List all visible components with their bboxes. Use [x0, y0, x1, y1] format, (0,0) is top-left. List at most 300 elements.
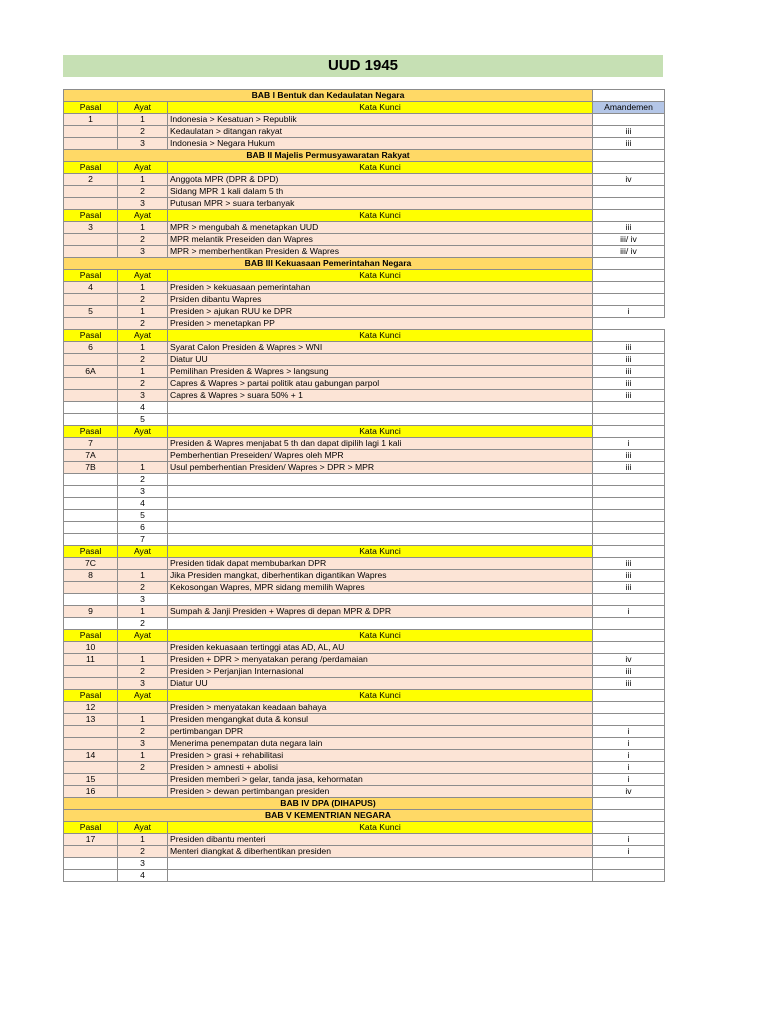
pasal-cell: 7B — [64, 462, 118, 474]
kata-kunci-header: Kata Kunci — [168, 822, 593, 834]
pasal-header: Pasal — [64, 630, 118, 642]
table-row — [64, 726, 665, 738]
ayat-cell: 1 — [118, 750, 168, 762]
ayat-cell: 5 — [118, 414, 168, 426]
amandemen-cell — [593, 186, 665, 198]
ayat-cell — [118, 438, 168, 450]
table-row — [64, 678, 665, 690]
ayat-cell: 5 — [118, 510, 168, 522]
kata-kunci-cell: Presiden > grasi + rehabilitasi — [168, 750, 593, 762]
amandemen-cell — [593, 210, 665, 222]
amandemen-cell: iv — [593, 786, 665, 798]
amandemen-cell — [593, 198, 665, 210]
table-row — [64, 294, 665, 306]
ayat-cell — [118, 786, 168, 798]
table-row — [64, 774, 665, 786]
table-row — [64, 858, 665, 870]
pasal-cell — [64, 498, 118, 510]
pasal-cell — [64, 138, 118, 150]
chapter-title: BAB III Kekuasaan Pemerintahan Negara — [64, 258, 593, 270]
amandemen-cell: iii — [593, 570, 665, 582]
kata-kunci-cell: Presiden kekuasaan tertinggi atas AD, AL, AU — [168, 642, 593, 654]
table-row — [64, 198, 665, 210]
kata-kunci-cell: Presiden dibantu menteri — [168, 834, 593, 846]
amandemen-cell — [593, 270, 665, 282]
kata-kunci-cell: MPR melantik Preseiden dan Wapres — [168, 234, 593, 246]
amandemen-cell: iii — [593, 666, 665, 678]
kata-kunci-cell: Presiden mengangkat duta & konsul — [168, 714, 593, 726]
amandemen-cell — [593, 858, 665, 870]
ayat-header: Ayat — [118, 102, 168, 114]
ayat-cell: 2 — [118, 378, 168, 390]
table-row — [64, 618, 665, 630]
amandemen-cell: i — [593, 726, 665, 738]
table-row — [64, 282, 665, 294]
amandemen-cell: iii — [593, 138, 665, 150]
chapter-title: BAB II Majelis Permusyawaratan Rakyat — [64, 150, 593, 162]
ayat-header: Ayat — [118, 690, 168, 702]
ayat-cell: 2 — [118, 726, 168, 738]
amandemen-cell — [593, 702, 665, 714]
pasal-cell — [64, 486, 118, 498]
kata-kunci-cell: Usul pemberhentian Presiden/ Wapres > DPR > MPR — [168, 462, 593, 474]
ayat-cell: 1 — [118, 570, 168, 582]
amandemen-cell — [593, 822, 665, 834]
pasal-cell: 5 — [64, 306, 118, 318]
amandemen-cell: iii/ iv — [593, 246, 665, 258]
table-row — [64, 390, 665, 402]
pasal-header: Pasal — [64, 546, 118, 558]
amandemen-cell — [593, 318, 665, 330]
table-row — [64, 762, 665, 774]
kata-kunci-cell: Presiden memberi > gelar, tanda jasa, kehormatan — [168, 774, 593, 786]
kata-kunci-cell — [168, 618, 593, 630]
ayat-cell: 2 — [118, 354, 168, 366]
pasal-cell — [64, 390, 118, 402]
pasal-cell: 1 — [64, 114, 118, 126]
ayat-cell: 2 — [118, 474, 168, 486]
ayat-header: Ayat — [118, 330, 168, 342]
kata-kunci-cell — [168, 414, 593, 426]
pasal-header: Pasal — [64, 426, 118, 438]
amandemen-cell — [593, 510, 665, 522]
ayat-cell — [118, 642, 168, 654]
ayat-cell — [118, 774, 168, 786]
amandemen-cell — [593, 294, 665, 306]
table-row — [64, 138, 665, 150]
kata-kunci-header: Kata Kunci — [168, 546, 593, 558]
amandemen-cell: i — [593, 774, 665, 786]
amandemen-cell: iii — [593, 342, 665, 354]
amandemen-cell: iv — [593, 654, 665, 666]
pasal-header: Pasal — [64, 330, 118, 342]
ayat-cell — [118, 558, 168, 570]
pasal-cell — [64, 318, 118, 330]
kata-kunci-cell: Presiden + DPR > menyatakan perang /perdamaian — [168, 654, 593, 666]
kata-kunci-cell — [168, 594, 593, 606]
kata-kunci-cell: Jika Presiden mangkat, diberhentikan digantikan Wapres — [168, 570, 593, 582]
amandemen-cell: i — [593, 834, 665, 846]
ayat-cell: 3 — [118, 246, 168, 258]
table-row — [64, 714, 665, 726]
table-row — [64, 870, 665, 882]
ayat-header: Ayat — [118, 270, 168, 282]
table-row — [64, 474, 665, 486]
table-row — [64, 438, 665, 450]
table-row — [64, 354, 665, 366]
pasal-header: Pasal — [64, 102, 118, 114]
table-row — [64, 402, 665, 414]
ayat-cell: 4 — [118, 870, 168, 882]
table-row — [64, 366, 665, 378]
table-row — [64, 642, 665, 654]
amandemen-cell: iii/ iv — [593, 234, 665, 246]
kata-kunci-cell — [168, 486, 593, 498]
table-row — [64, 222, 665, 234]
amandemen-cell: iii — [593, 126, 665, 138]
amandemen-cell — [593, 426, 665, 438]
pasal-cell — [64, 870, 118, 882]
pasal-cell — [64, 846, 118, 858]
kata-kunci-cell: Capres & Wapres > suara 50% + 1 — [168, 390, 593, 402]
ayat-cell: 1 — [118, 606, 168, 618]
uud-1945-table — [63, 89, 665, 882]
ayat-header: Ayat — [118, 210, 168, 222]
document-title: UUD 1945 — [63, 55, 663, 77]
kata-kunci-cell — [168, 534, 593, 546]
amandemen-cell: iii — [593, 222, 665, 234]
amandemen-cell — [593, 714, 665, 726]
amandemen-cell — [593, 114, 665, 126]
amandemen-cell — [593, 474, 665, 486]
kata-kunci-cell: Menerima penempatan duta negara lain — [168, 738, 593, 750]
table-row — [64, 834, 665, 846]
table-row — [64, 234, 665, 246]
column-header-row — [64, 102, 665, 114]
pasal-cell: 4 — [64, 282, 118, 294]
pasal-cell: 7 — [64, 438, 118, 450]
ayat-cell: 1 — [118, 174, 168, 186]
pasal-cell — [64, 582, 118, 594]
pasal-cell — [64, 762, 118, 774]
kata-kunci-cell: MPR > mengubah & menetapkan UUD — [168, 222, 593, 234]
kata-kunci-header: Kata Kunci — [168, 162, 593, 174]
amandemen-cell — [593, 618, 665, 630]
ayat-cell: 3 — [118, 198, 168, 210]
ayat-cell: 2 — [118, 294, 168, 306]
amandemen-cell: iii — [593, 390, 665, 402]
pasal-header: Pasal — [64, 270, 118, 282]
kata-kunci-cell: MPR > memberhentikan Presiden & Wapres — [168, 246, 593, 258]
pasal-cell — [64, 726, 118, 738]
amandemen-cell — [593, 798, 665, 810]
kata-kunci-header: Kata Kunci — [168, 210, 593, 222]
ayat-header: Ayat — [118, 546, 168, 558]
amandemen-cell — [593, 546, 665, 558]
pasal-cell — [64, 414, 118, 426]
pasal-header: Pasal — [64, 162, 118, 174]
chapter-title: BAB V KEMENTRIAN NEGARA — [64, 810, 593, 822]
kata-kunci-cell: Syarat Calon Presiden & Wapres > WNI — [168, 342, 593, 354]
pasal-cell: 11 — [64, 654, 118, 666]
pasal-header: Pasal — [64, 822, 118, 834]
ayat-cell: 3 — [118, 738, 168, 750]
table-row — [64, 606, 665, 618]
table-row — [64, 510, 665, 522]
table-row — [64, 114, 665, 126]
ayat-cell: 1 — [118, 306, 168, 318]
amandemen-cell: i — [593, 606, 665, 618]
ayat-cell: 2 — [118, 666, 168, 678]
ayat-cell: 4 — [118, 498, 168, 510]
column-header-row — [64, 690, 665, 702]
pasal-cell — [64, 738, 118, 750]
pasal-cell — [64, 666, 118, 678]
table-row — [64, 318, 665, 330]
amandemen-cell — [593, 534, 665, 546]
ayat-cell: 1 — [118, 654, 168, 666]
kata-kunci-cell: Pemberhentian Preseiden/ Wapres oleh MPR — [168, 450, 593, 462]
ayat-cell: 1 — [118, 282, 168, 294]
kata-kunci-cell: Diatur UU — [168, 354, 593, 366]
amandemen-cell: iii — [593, 678, 665, 690]
ayat-cell: 6 — [118, 522, 168, 534]
table-row — [64, 174, 665, 186]
kata-kunci-cell: Pemilihan Presiden & Wapres > langsung — [168, 366, 593, 378]
amandemen-cell — [593, 414, 665, 426]
pasal-cell: 17 — [64, 834, 118, 846]
kata-kunci-header: Kata Kunci — [168, 690, 593, 702]
kata-kunci-cell: Sidang MPR 1 kali dalam 5 th — [168, 186, 593, 198]
pasal-cell — [64, 378, 118, 390]
pasal-cell — [64, 294, 118, 306]
ayat-header: Ayat — [118, 426, 168, 438]
table-row — [64, 654, 665, 666]
table-row — [64, 486, 665, 498]
column-header-row — [64, 426, 665, 438]
kata-kunci-cell — [168, 522, 593, 534]
ayat-cell: 2 — [118, 582, 168, 594]
pasal-cell — [64, 402, 118, 414]
pasal-cell — [64, 594, 118, 606]
table-row — [64, 378, 665, 390]
pasal-cell — [64, 618, 118, 630]
amandemen-header: Amandemen — [593, 102, 665, 114]
ayat-header: Ayat — [118, 822, 168, 834]
pasal-cell — [64, 198, 118, 210]
kata-kunci-cell — [168, 858, 593, 870]
table-row — [64, 498, 665, 510]
pasal-cell: 7A — [64, 450, 118, 462]
table-row — [64, 570, 665, 582]
kata-kunci-cell: Presiden tidak dapat membubarkan DPR — [168, 558, 593, 570]
table-row — [64, 342, 665, 354]
pasal-cell — [64, 510, 118, 522]
amandemen-cell: i — [593, 762, 665, 774]
kata-kunci-cell: Presiden & Wapres menjabat 5 th dan dapat dipilih lagi 1 kali — [168, 438, 593, 450]
kata-kunci-header: Kata Kunci — [168, 102, 593, 114]
pasal-cell: 8 — [64, 570, 118, 582]
ayat-cell: 1 — [118, 222, 168, 234]
amandemen-cell: iii — [593, 582, 665, 594]
amandemen-cell: i — [593, 846, 665, 858]
kata-kunci-header: Kata Kunci — [168, 270, 593, 282]
amandemen-cell — [593, 690, 665, 702]
kata-kunci-cell — [168, 498, 593, 510]
column-header-row — [64, 270, 665, 282]
table-row — [64, 582, 665, 594]
ayat-cell: 2 — [118, 762, 168, 774]
pasal-cell — [64, 354, 118, 366]
pasal-cell — [64, 186, 118, 198]
kata-kunci-cell — [168, 510, 593, 522]
pasal-cell — [64, 522, 118, 534]
ayat-cell: 2 — [118, 234, 168, 246]
ayat-cell: 2 — [118, 846, 168, 858]
amandemen-cell — [593, 810, 665, 822]
amandemen-cell: iii — [593, 558, 665, 570]
table-row — [64, 534, 665, 546]
table-row — [64, 738, 665, 750]
pasal-cell — [64, 474, 118, 486]
ayat-header: Ayat — [118, 630, 168, 642]
pasal-cell: 13 — [64, 714, 118, 726]
kata-kunci-cell: Presiden > kekuasaan pemerintahan — [168, 282, 593, 294]
amandemen-cell: iii — [593, 354, 665, 366]
pasal-cell: 2 — [64, 174, 118, 186]
column-header-row — [64, 822, 665, 834]
pasal-cell: 16 — [64, 786, 118, 798]
kata-kunci-cell — [168, 474, 593, 486]
table-row — [64, 666, 665, 678]
kata-kunci-cell: Anggota MPR (DPR & DPD) — [168, 174, 593, 186]
amandemen-cell: iii — [593, 462, 665, 474]
table-row — [64, 462, 665, 474]
kata-kunci-cell: Presiden > menyatakan keadaan bahaya — [168, 702, 593, 714]
kata-kunci-cell: Presiden > amnesti + abolisi — [168, 762, 593, 774]
table-row — [64, 414, 665, 426]
kata-kunci-header: Kata Kunci — [168, 330, 593, 342]
column-header-row — [64, 162, 665, 174]
table-row — [64, 558, 665, 570]
kata-kunci-cell: Diatur UU — [168, 678, 593, 690]
column-header-row — [64, 546, 665, 558]
amandemen-cell — [593, 282, 665, 294]
kata-kunci-cell: Indonesia > Kesatuan > Republik — [168, 114, 593, 126]
kata-kunci-cell: Sumpah & Janji Presiden + Wapres di depan MPR & DPR — [168, 606, 593, 618]
pasal-cell: 15 — [64, 774, 118, 786]
kata-kunci-cell: Kedaulatan > ditangan rakyat — [168, 126, 593, 138]
amandemen-cell — [593, 258, 665, 270]
pasal-cell: 7C — [64, 558, 118, 570]
ayat-cell: 1 — [118, 366, 168, 378]
ayat-cell: 1 — [118, 342, 168, 354]
kata-kunci-cell: Kekosongan Wapres, MPR sidang memilih Wapres — [168, 582, 593, 594]
amandemen-cell — [593, 522, 665, 534]
amandemen-cell: iv — [593, 174, 665, 186]
table-row — [64, 786, 665, 798]
pasal-cell — [64, 126, 118, 138]
amandemen-cell — [593, 498, 665, 510]
pasal-cell — [64, 534, 118, 546]
pasal-cell: 6A — [64, 366, 118, 378]
kata-kunci-cell: Presiden > menetapkan PP — [168, 318, 593, 330]
ayat-cell — [118, 702, 168, 714]
pasal-cell: 9 — [64, 606, 118, 618]
column-header-row — [64, 330, 665, 342]
chapter-heading-row — [64, 150, 665, 162]
ayat-cell: 3 — [118, 594, 168, 606]
table-row — [64, 246, 665, 258]
ayat-cell: 2 — [118, 126, 168, 138]
ayat-cell: 1 — [118, 834, 168, 846]
chapter-title: BAB I Bentuk dan Kedaulatan Negara — [64, 90, 593, 102]
ayat-cell: 3 — [118, 678, 168, 690]
pasal-cell: 6 — [64, 342, 118, 354]
amandemen-cell: iii — [593, 366, 665, 378]
amandemen-cell — [593, 150, 665, 162]
amandemen-cell — [593, 90, 665, 102]
amandemen-cell: i — [593, 750, 665, 762]
pasal-cell: 10 — [64, 642, 118, 654]
amandemen-cell — [593, 486, 665, 498]
amandemen-cell — [593, 642, 665, 654]
kata-kunci-cell — [168, 870, 593, 882]
table-row — [64, 750, 665, 762]
amandemen-cell — [593, 330, 665, 342]
kata-kunci-cell: Putusan MPR > suara terbanyak — [168, 198, 593, 210]
ayat-cell: 3 — [118, 138, 168, 150]
chapter-heading-row — [64, 798, 665, 810]
pasal-cell — [64, 678, 118, 690]
amandemen-cell: iii — [593, 378, 665, 390]
table-row — [64, 846, 665, 858]
kata-kunci-cell: Menteri diangkat & diberhentikan presiden — [168, 846, 593, 858]
kata-kunci-cell: pertimbangan DPR — [168, 726, 593, 738]
kata-kunci-cell: Presiden > dewan pertimbangan presiden — [168, 786, 593, 798]
table-row — [64, 522, 665, 534]
table-row — [64, 126, 665, 138]
column-header-row — [64, 630, 665, 642]
ayat-cell: 3 — [118, 486, 168, 498]
pasal-cell — [64, 234, 118, 246]
kata-kunci-header: Kata Kunci — [168, 426, 593, 438]
amandemen-cell — [593, 630, 665, 642]
pasal-cell: 3 — [64, 222, 118, 234]
amandemen-cell — [593, 402, 665, 414]
chapter-heading-row — [64, 258, 665, 270]
pasal-cell — [64, 246, 118, 258]
pasal-cell — [64, 858, 118, 870]
column-header-row — [64, 210, 665, 222]
ayat-cell: 2 — [118, 618, 168, 630]
kata-kunci-cell: Presiden > ajukan RUU ke DPR — [168, 306, 593, 318]
ayat-cell: 3 — [118, 858, 168, 870]
ayat-cell: 2 — [118, 318, 168, 330]
chapter-heading-row — [64, 810, 665, 822]
amandemen-cell: i — [593, 738, 665, 750]
ayat-cell: 1 — [118, 714, 168, 726]
table-row — [64, 594, 665, 606]
amandemen-cell — [593, 162, 665, 174]
amandemen-cell — [593, 594, 665, 606]
kata-kunci-header: Kata Kunci — [168, 630, 593, 642]
table-row — [64, 450, 665, 462]
kata-kunci-cell: Prsiden dibantu Wapres — [168, 294, 593, 306]
ayat-cell: 7 — [118, 534, 168, 546]
chapter-heading-row — [64, 90, 665, 102]
kata-kunci-cell — [168, 402, 593, 414]
